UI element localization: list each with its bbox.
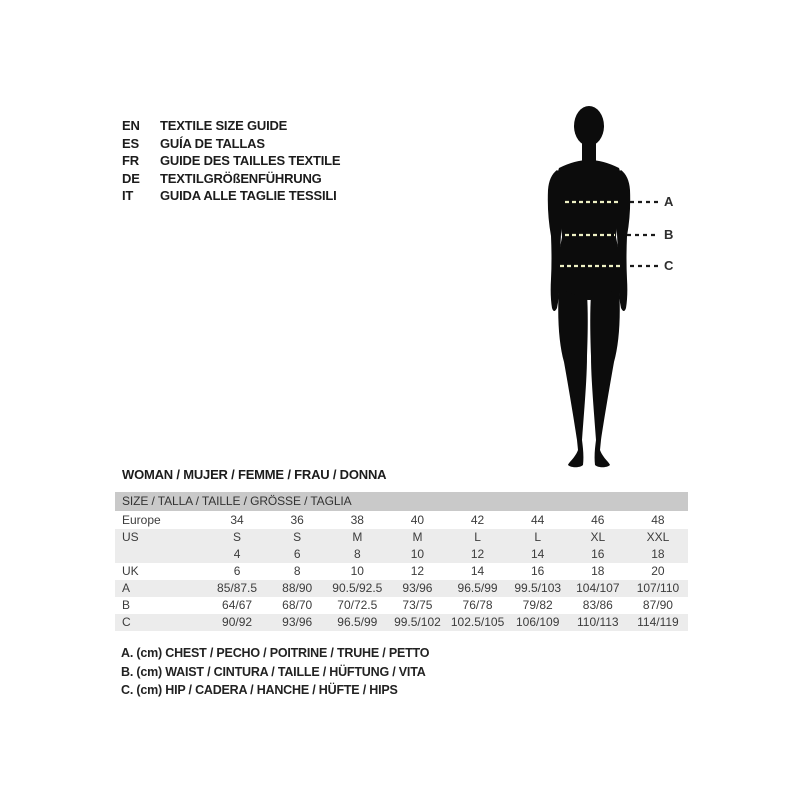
- size-table: [115, 492, 688, 631]
- measurement-legend: [121, 644, 429, 700]
- size-cell: 16: [591, 547, 605, 561]
- row-label: A: [122, 581, 131, 595]
- size-cell: 20: [651, 564, 665, 578]
- size-cell: 4: [233, 547, 241, 561]
- size-cell: L: [474, 530, 481, 544]
- size-cell: L: [534, 530, 542, 544]
- size-table-header: SIZE / TALLA / TAILLE / GRÖSSE / TAGLIA: [115, 492, 688, 512]
- language-code: ES: [122, 135, 139, 151]
- size-cell: 6: [293, 547, 301, 561]
- size-cell: 44: [531, 513, 545, 527]
- gender-heading: WOMAN / MUJER / FEMME / FRAU / DONNA: [122, 467, 387, 482]
- guide-title: GUIDE DES TAILLES TEXTILE: [160, 153, 341, 169]
- language-row: [122, 187, 340, 205]
- size-cell: 10: [410, 547, 425, 561]
- size-cell: 88/90: [282, 581, 313, 595]
- size-cell: 18: [651, 547, 665, 561]
- size-cell: 104/107: [576, 581, 620, 595]
- size-cell: M: [412, 530, 423, 544]
- size-cell: 14: [531, 547, 545, 561]
- size-cell: M: [352, 530, 363, 544]
- woman-silhouette: [535, 104, 675, 474]
- size-cell: 87/90: [642, 598, 673, 612]
- marker-label-hip: C: [664, 257, 674, 273]
- table-row-us: [115, 529, 688, 546]
- language-row: [122, 117, 340, 135]
- table-row-us-numeric: [115, 546, 688, 563]
- size-cell: 40: [410, 513, 425, 527]
- size-cell: 106/109: [515, 615, 560, 629]
- size-cell: 110/113: [577, 615, 619, 629]
- language-code: EN: [122, 118, 140, 133]
- size-cell: 48: [651, 513, 665, 527]
- table-row-europe: [115, 512, 688, 529]
- size-cell: 90.5/92.5: [332, 581, 383, 595]
- size-cell: 42: [470, 513, 485, 527]
- size-cell: 14: [470, 564, 485, 578]
- language-row: [122, 170, 340, 188]
- size-cell: 96.5/99: [457, 581, 498, 595]
- language-row: [122, 152, 340, 170]
- guide-title: GUÍA DE TALLAS: [160, 135, 265, 151]
- size-cell: 93/96: [282, 615, 313, 629]
- row-label: B: [122, 598, 131, 612]
- size-cell: 96.5/99: [337, 615, 378, 629]
- row-label: US: [122, 530, 139, 544]
- row-label: [115, 546, 207, 563]
- marker-label-chest: A: [664, 193, 674, 209]
- size-cell: 38: [350, 513, 364, 527]
- size-cell: 36: [290, 513, 304, 527]
- size-cell: S: [293, 530, 302, 544]
- size-cell: 85/87.5: [217, 581, 258, 595]
- size-cell: 18: [591, 564, 605, 578]
- row-label: Europe: [122, 513, 161, 527]
- language-code: DE: [122, 170, 140, 186]
- size-cell: 83/86: [582, 598, 613, 612]
- size-cell: 93/96: [402, 581, 433, 595]
- size-cell: 34: [230, 513, 244, 527]
- guide-title: TEXTILGRÖßENFÜHRUNG: [160, 170, 322, 186]
- size-cell: 6: [233, 564, 241, 578]
- size-cell: 68/70: [282, 598, 313, 612]
- legend-item-chest: A. (cm) CHEST / PECHO / POITRINE / TRUHE / PETTO: [121, 646, 430, 660]
- size-cell: XXL: [646, 530, 670, 544]
- language-title-list: [122, 117, 340, 205]
- size-cell: 114/119: [637, 615, 679, 629]
- size-cell: 64/67: [222, 598, 253, 612]
- size-cell: 8: [353, 547, 361, 561]
- marker-label-waist: B: [664, 226, 674, 242]
- measurement-figure: [535, 104, 675, 474]
- legend-item-waist: B. (cm) WAIST / CINTURA / TAILLE / HÜFTUNG / VITA: [121, 664, 426, 679]
- size-cell: 79/82: [522, 598, 553, 612]
- legend-item-hip: C. (cm) HIP / CADERA / HANCHE / HÜFTE / HIPS: [121, 683, 398, 698]
- size-cell: 12: [470, 547, 485, 561]
- guide-title: TEXTILE SIZE GUIDE: [160, 118, 288, 133]
- size-cell: 12: [410, 564, 425, 578]
- size-cell: XL: [590, 530, 606, 544]
- size-cell: 99.5/103: [514, 581, 562, 595]
- size-cell: 102.5/105: [450, 615, 505, 629]
- size-cell: 16: [531, 564, 545, 578]
- language-code: IT: [122, 188, 134, 204]
- size-cell: 90/92: [222, 615, 253, 629]
- guide-title: GUIDA ALLE TAGLIE TESSILI: [160, 188, 337, 204]
- size-cell: 70/72.5: [337, 598, 378, 612]
- size-cell: 107/110: [636, 581, 680, 595]
- size-cell: 73/75: [402, 598, 433, 612]
- row-label: C: [122, 615, 131, 629]
- size-cell: 46: [591, 513, 605, 527]
- size-cell: 10: [350, 564, 364, 578]
- language-row: [122, 135, 340, 153]
- size-cell: 8: [293, 564, 301, 578]
- row-label: UK: [122, 564, 139, 578]
- table-row-uk: [115, 563, 688, 580]
- table-row-chest: [115, 580, 688, 597]
- size-cell: 99.5/102: [394, 615, 441, 629]
- table-row-hip: [115, 614, 688, 631]
- table-row-waist: [115, 597, 688, 614]
- language-code: FR: [122, 153, 139, 169]
- size-cell: 76/78: [462, 598, 493, 612]
- size-cell: S: [233, 530, 242, 544]
